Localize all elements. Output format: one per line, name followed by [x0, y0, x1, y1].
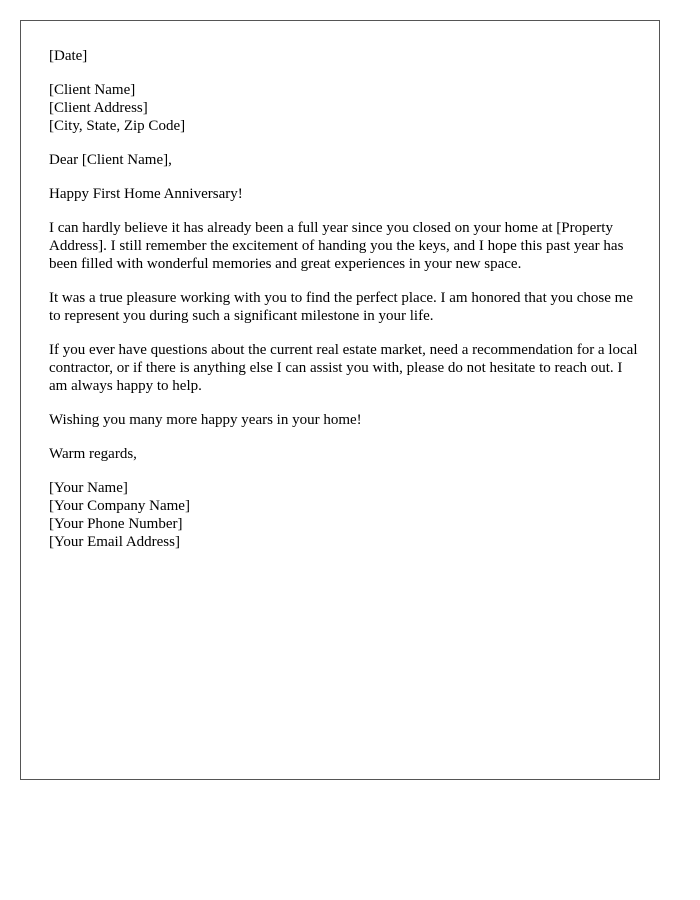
- paragraph-3: If you ever have questions about the current real estate market, need a recommendation for a local contractor, or if there is anything else I can assist you with, please do not hesitate to reach out. I am always happy to help.: [49, 342, 638, 394]
- signature-company: [Your Company Name]: [49, 498, 190, 514]
- recipient-city-state-zip: [City, State, Zip Code]: [49, 118, 186, 134]
- letter-page: [20, 20, 660, 780]
- headline: Happy First Home Anniversary!: [49, 186, 243, 202]
- recipient-address: [Client Address]: [49, 100, 148, 116]
- letter-body: [49, 47, 639, 567]
- signature-block: [49, 479, 639, 551]
- paragraph-2: It was a true pleasure working with you to find the perfect place. I am honored that you chose me to represent you during such a significant milestone in your life.: [49, 290, 633, 324]
- paragraph-1: I can hardly believe it has already been a full year since you closed on your home at [Property Address]. I still remember the excitement of handing you the keys, and I hope this past year has been filled with wonderful memories and great experiences in your new space.: [49, 220, 624, 272]
- signature-phone: [Your Phone Number]: [49, 516, 183, 532]
- recipient-name: [Client Name]: [49, 82, 136, 98]
- letter-date: [Date]: [49, 48, 88, 64]
- recipient-block: [49, 81, 639, 135]
- salutation: Dear [Client Name],: [49, 152, 172, 168]
- closing: Warm regards,: [49, 446, 137, 462]
- signature-name: [Your Name]: [49, 480, 128, 496]
- signature-email: [Your Email Address]: [49, 534, 180, 550]
- date-block: [49, 47, 639, 65]
- paragraph-4: Wishing you many more happy years in your home!: [49, 412, 362, 428]
